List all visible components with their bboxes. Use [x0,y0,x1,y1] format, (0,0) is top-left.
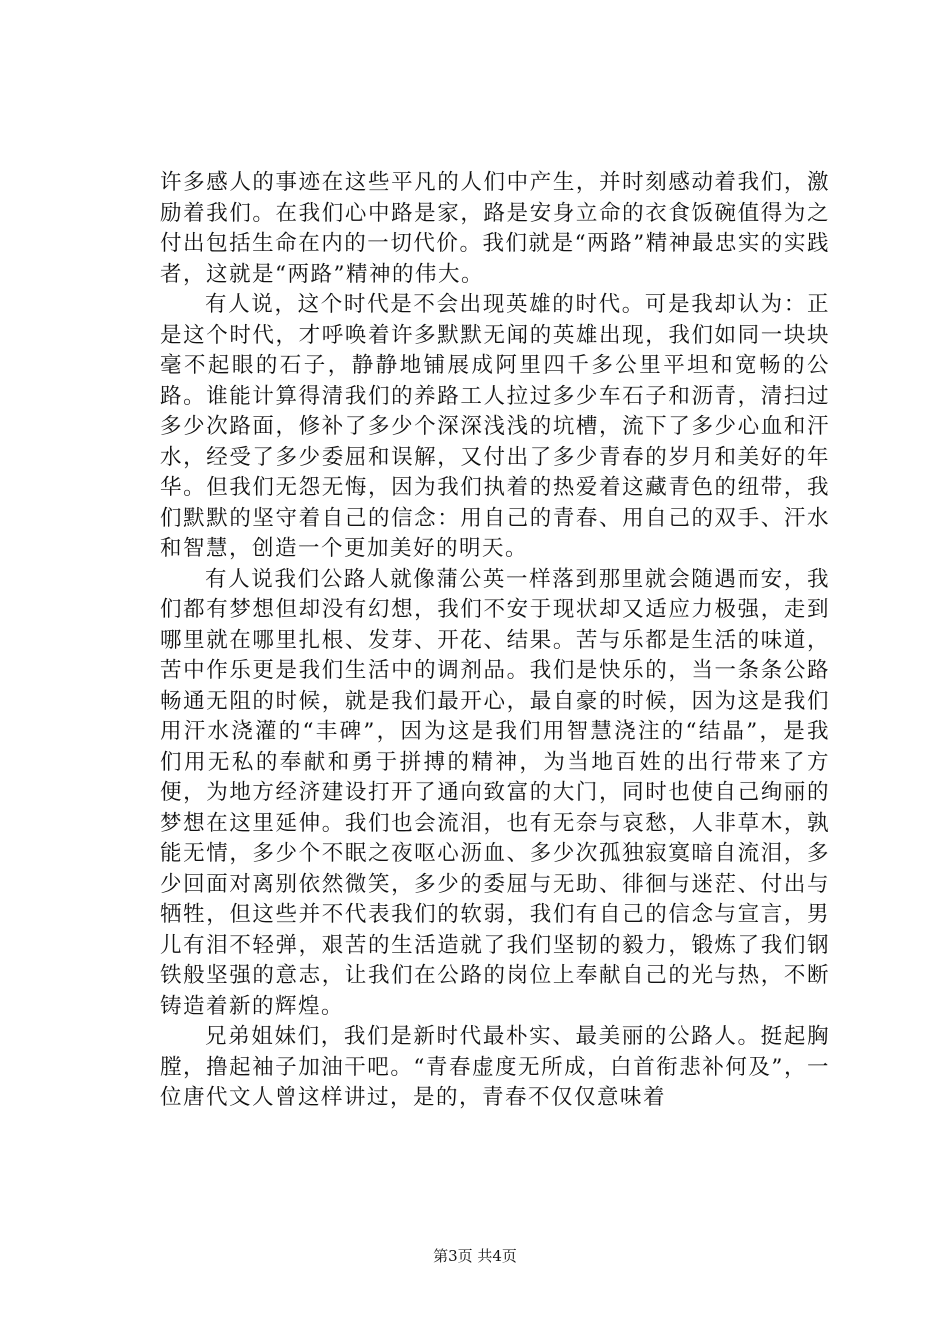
paragraph-4: 兄弟姐妹们，我们是新时代最朴实、最美丽的公路人。挺起胸膛，撸起袖子加油干吧。“青春虚度无所成，白首衔悲补何及”，一位唐代文人曾这样讲过，是的，青春不仅仅意味着 [160,1024,830,1110]
page-footer [0,1245,950,1266]
paragraph-2: 有人说，这个时代是不会出现英雄的时代。可是我却认为：正是这个时代，才呼唤着许多默默无闻的英雄出现，我们如同一块块毫不起眼的石子，静静地铺展成阿里四千多公里平坦和宽畅的公路。谁能计算得清我们的养路工人拉过多少车石子和沥青，清扫过多少次路面，修补了多少个深深浅浅的坑槽，流下了多少心血和汗水，经受了多少委屈和误解，又付出了多少青春的岁月和美好的年华。但我们无怨无悔，因为我们执着的热爱着这藏青色的纽带，我们默默的坚守着自己的信念：用自己的青春、用自己的双手、汗水和智慧，创造一个更加美好的明天。 [160,292,830,561]
paragraph-1: 许多感人的事迹在这些平凡的人们中产生，并时刻感动着我们，激励着我们。在我们心中路是家，路是安身立命的衣食饭碗值得为之付出包括生命在内的一切代价。我们就是“两路”精神最忠实的实践者，这就是“两路”精神的伟大。 [160,170,830,287]
document-body [160,168,830,1114]
page-number-label: 第3页 共4页 [433,1247,517,1265]
paragraph-3: 有人说我们公路人就像蒲公英一样落到那里就会随遇而安，我们都有梦想但却没有幻想，我们不安于现状却又适应力极强，走到哪里就在哪里扎根、发芽、开花、结果。苦与乐都是生活的味道，苦中作乐更是我们生活中的调剂品。我们是快乐的，当一条条公路畅通无阻的时候，就是我们最开心，最自豪的时候，因为这是我们用汗水浇灌的“丰碑”，因为这是我们用智慧浇注的“结晶”，是我们用无私的奉献和勇于拼搏的精神，为当地百姓的出行带来了方便，为地方经济建设打开了通向致富的大门，同时也使自己绚丽的梦想在这里延伸。我们也会流泪，也有无奈与哀愁，人非草木，孰能无情，多少个不眠之夜呕心沥血、多少次孤独寂寞暗自流泪，多少回面对离别依然微笑，多少的委屈与无助、徘徊与迷茫、付出与牺牲，但这些并不代表我们的软弱，我们有自己的信念与宣言，男儿有泪不轻弹，艰苦的生活造就了我们坚韧的毅力，锻炼了我们钢铁般坚强的意志，让我们在公路的岗位上奉献自己的光与热，不断铸造着新的辉煌。 [160,566,830,1019]
